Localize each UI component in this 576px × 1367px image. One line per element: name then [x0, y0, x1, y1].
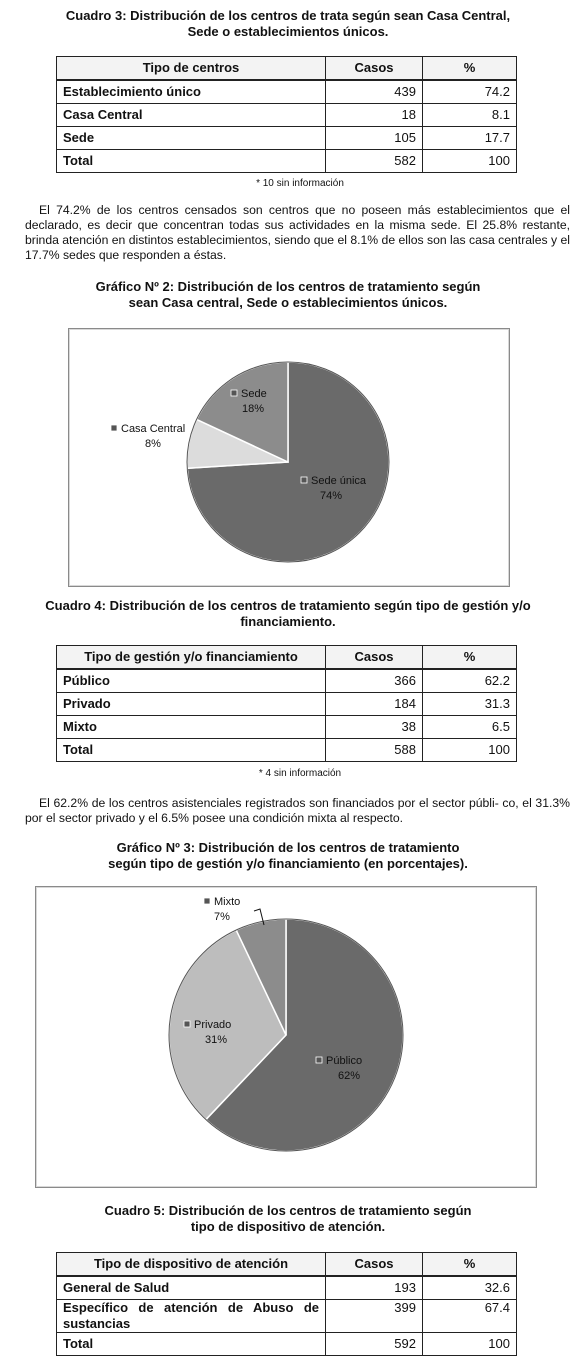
- row-casos: 366: [326, 669, 423, 693]
- cuadro5-title-line1: Cuadro 5: Distribución de los centros de tratamiento según: [104, 1203, 472, 1218]
- row-pct: 6.5: [423, 716, 517, 739]
- row-casos: 582: [326, 150, 423, 173]
- row-pct: 8.1: [423, 104, 517, 127]
- column-header: Casos: [326, 646, 423, 670]
- pie-label-casa-central: [111, 423, 185, 450]
- slice-category-label: Privado: [194, 1019, 232, 1031]
- row-pct: 17.7: [423, 127, 517, 150]
- row-label: Casa Central: [57, 104, 326, 127]
- column-header: %: [423, 57, 517, 81]
- row-pct: 100: [423, 739, 517, 762]
- table-row: [57, 80, 517, 104]
- cuadro4-note: * 4 sin información: [258, 768, 342, 779]
- slice-category-label: Sede: [241, 388, 267, 400]
- slice-value-label: 8%: [145, 438, 161, 450]
- paragraph-2: El 62.2% de los centros asistenciales registrados son financiados por el sector públi- co, el 31.3% por el sector privado y el 6.5% posee una condición mixta al respecto.: [25, 796, 570, 825]
- cuadro3-title: [0, 8, 576, 40]
- cuadro3-title-line1: Cuadro 3: Distribución de los centros de trata según sean Casa Central,: [65, 8, 511, 23]
- cuadro4-title: [0, 598, 576, 630]
- column-header: Casos: [326, 57, 423, 81]
- column-header: Casos: [326, 1253, 423, 1277]
- row-pct: 67.4: [423, 1300, 517, 1333]
- table-row: [57, 104, 517, 127]
- row-casos: 105: [326, 127, 423, 150]
- column-header: Tipo de gestión y/o financiamiento: [57, 646, 326, 670]
- row-label: Establecimiento único: [57, 80, 326, 104]
- legend-swatch: [301, 477, 307, 483]
- row-casos: 399: [326, 1300, 423, 1333]
- slice-category-label: Casa Central: [121, 423, 186, 435]
- table-row: [57, 739, 517, 762]
- row-pct: 100: [423, 150, 517, 173]
- table-row: [57, 669, 517, 693]
- column-header: %: [423, 1253, 517, 1277]
- cuadro5-table: [56, 1252, 517, 1356]
- slice-value-label: 62%: [337, 1070, 361, 1082]
- grafico3-title: [0, 840, 576, 872]
- grafico2-chart: [68, 328, 510, 587]
- grafico2-title: [0, 279, 576, 311]
- row-label: Total: [57, 150, 326, 173]
- row-pct: 74.2: [423, 80, 517, 104]
- slice-value-label: 31%: [204, 1034, 228, 1046]
- slice-value-label: 74%: [319, 490, 343, 502]
- row-pct: 31.3: [423, 693, 517, 716]
- slice-category-label: Público: [326, 1055, 363, 1067]
- table-header-row: [57, 646, 517, 670]
- paragraph-1: El 74.2% de los centros censados son centros que no poseen más establecimientos que el declarado, es decir que concentran todas sus actividades en la misma sede. El 25.8% restante, brinda atención en distintos establecimientos, siendo que el 8.1% de ellos son las casa centrales y el 17.7% sedes que responden a éstas.: [25, 203, 570, 262]
- grafico3-title-line2: según tipo de gestión y/o financiamiento (en porcentajes).: [108, 856, 468, 871]
- column-header: Tipo de centros: [57, 57, 326, 81]
- column-header: Tipo de dispositivo de atención: [57, 1253, 326, 1277]
- table-row: [57, 1276, 517, 1300]
- grafico3-title-line1: Gráfico Nº 3: Distribución de los centros de tratamiento: [116, 840, 460, 855]
- legend-swatch: [316, 1057, 322, 1063]
- row-label: Total: [57, 1333, 326, 1356]
- table-row: [57, 716, 517, 739]
- cuadro4-title-line2: financiamiento.: [240, 614, 336, 629]
- row-label: Específico de atención de Abuso de sustancias: [57, 1300, 326, 1333]
- column-header: %: [423, 646, 517, 670]
- pie-label-mixto: [204, 896, 240, 923]
- cuadro3-note: * 10 sin información: [256, 178, 344, 189]
- row-casos: 38: [326, 716, 423, 739]
- cuadro4-table: [56, 645, 517, 762]
- table-row: [57, 127, 517, 150]
- grafico3-chart: [35, 886, 537, 1188]
- row-label: Total: [57, 739, 326, 762]
- row-label: Mixto: [57, 716, 326, 739]
- row-casos: 18: [326, 104, 423, 127]
- table-row: [57, 1333, 517, 1356]
- row-pct: 32.6: [423, 1276, 517, 1300]
- row-pct: 100: [423, 1333, 517, 1356]
- table-row: [57, 693, 517, 716]
- slice-value-label: 18%: [241, 403, 265, 415]
- table-header-row: [57, 1253, 517, 1277]
- legend-swatch: [204, 898, 210, 904]
- cuadro4-title-line1: Cuadro 4: Distribución de los centros de tratamiento según tipo de gestión y/o: [45, 598, 531, 613]
- grafico3-pie: [36, 887, 536, 1187]
- cuadro5-title-line2: tipo de dispositivo de atención.: [190, 1219, 386, 1234]
- grafico2-pie: [69, 329, 509, 586]
- table-row: [57, 150, 517, 173]
- row-casos: 193: [326, 1276, 423, 1300]
- row-label: Sede: [57, 127, 326, 150]
- table-row: [57, 1300, 517, 1333]
- row-casos: 588: [326, 739, 423, 762]
- legend-swatch: [184, 1021, 190, 1027]
- slice-category-label: Sede única: [311, 475, 367, 487]
- row-casos: 184: [326, 693, 423, 716]
- legend-swatch: [231, 390, 237, 396]
- row-label: Privado: [57, 693, 326, 716]
- row-label: Público: [57, 669, 326, 693]
- row-label: General de Salud: [57, 1276, 326, 1300]
- grafico2-title-line2: sean Casa central, Sede o establecimientos únicos.: [128, 295, 448, 310]
- cuadro3-title-line2: Sede o establecimientos únicos.: [187, 24, 389, 39]
- row-pct: 62.2: [423, 669, 517, 693]
- row-casos: 592: [326, 1333, 423, 1356]
- table-header-row: [57, 57, 517, 81]
- row-casos: 439: [326, 80, 423, 104]
- grafico2-title-line1: Gráfico Nº 2: Distribución de los centros de tratamiento según: [95, 279, 481, 294]
- cuadro3-table: [56, 56, 517, 173]
- legend-swatch: [111, 425, 117, 431]
- slice-category-label: Mixto: [214, 896, 241, 908]
- slice-value-label: 7%: [214, 911, 230, 923]
- cuadro5-title: [0, 1203, 576, 1235]
